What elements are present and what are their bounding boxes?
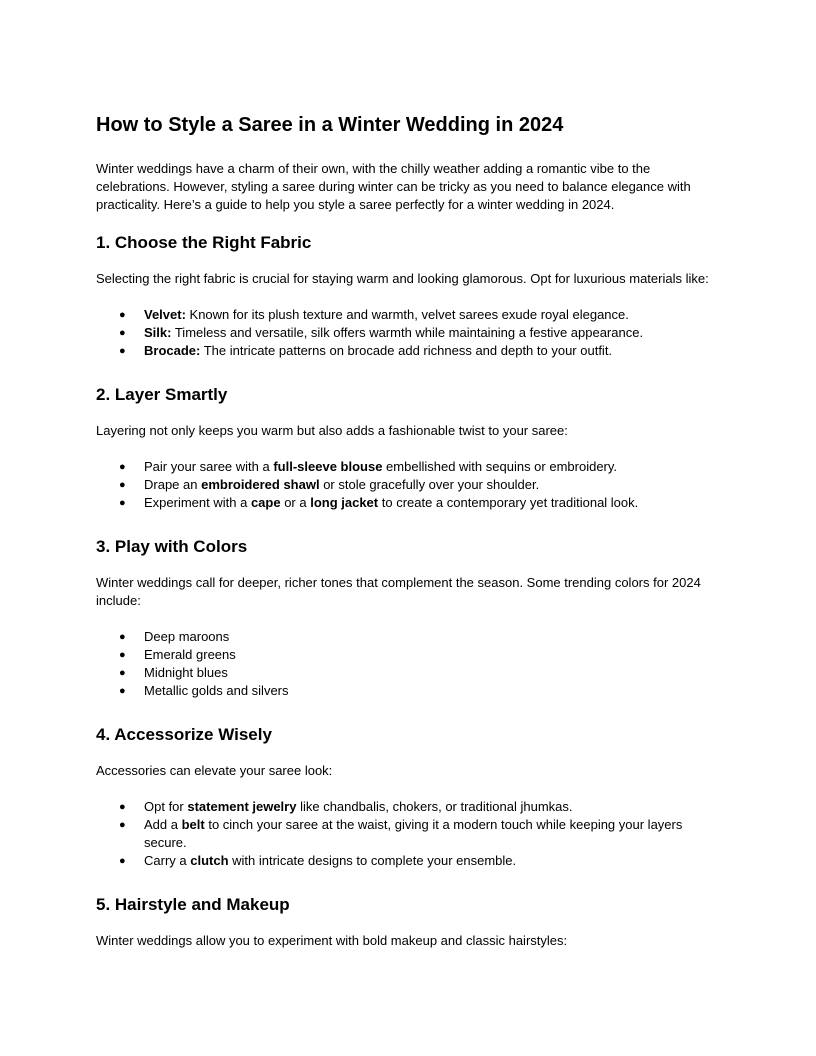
- list-item: [96, 798, 720, 816]
- bullet-list: [96, 306, 720, 360]
- list-item-emphasis: embroidered shawl: [201, 477, 320, 492]
- list-item-emphasis: Brocade:: [144, 343, 201, 358]
- section-paragraph: Winter weddings allow you to experiment with bold makeup and classic hairstyles:: [96, 933, 568, 948]
- list-item-text: Metallic golds and silvers: [144, 683, 289, 698]
- list-item: [96, 816, 720, 852]
- section-heading: 2. Layer Smartly: [96, 385, 228, 404]
- section-heading: 1. Choose the Right Fabric: [96, 233, 312, 252]
- list-item-text: Add a: [144, 817, 182, 832]
- list-item: [96, 494, 720, 512]
- section-paragraph: Accessories can elevate your saree look:: [96, 763, 333, 778]
- list-item-text: with intricate designs to complete your ensemble.: [228, 853, 517, 868]
- section-paragraph: Selecting the right fabric is crucial for staying warm and looking glamorous. Opt for luxurious materials like:: [96, 271, 709, 286]
- list-item-text: Experiment with a: [144, 495, 251, 510]
- bullet-icon: ●: [119, 667, 126, 679]
- list-item-emphasis: full-sleeve blouse: [273, 459, 383, 474]
- list-item: [96, 324, 720, 342]
- list-item-emphasis: clutch: [190, 853, 229, 868]
- list-item-text: to cinch your saree at the waist, giving it a modern touch while keeping your layers secure.: [144, 817, 683, 850]
- bullet-icon: ●: [119, 461, 126, 473]
- bullet-icon: ●: [119, 649, 126, 661]
- list-item: [96, 646, 720, 664]
- list-item-text: Carry a: [144, 853, 191, 868]
- list-item-text: Opt for: [144, 799, 188, 814]
- bullet-icon: ●: [119, 309, 126, 321]
- list-item-emphasis: long jacket: [310, 495, 379, 510]
- section-heading: 3. Play with Colors: [96, 537, 248, 556]
- list-item: [96, 476, 720, 494]
- list-item-text: or stole gracefully over your shoulder.: [319, 477, 540, 492]
- bullet-list: [96, 628, 720, 700]
- list-item: [96, 852, 720, 870]
- list-item-text: Emerald greens: [144, 647, 236, 662]
- list-item-text: embellished with sequins or embroidery.: [382, 459, 618, 474]
- list-item: [96, 458, 720, 476]
- bullet-icon: ●: [119, 345, 126, 357]
- section-paragraph: Winter weddings call for deeper, richer tones that complement the season. Some trending colors for 2024 include:: [96, 575, 701, 608]
- intro-paragraph: Winter weddings have a charm of their own, with the chilly weather adding a romantic vibe to the celebrations. However, styling a saree during winter can be tricky as you need to balance elegance with practicality. Here’s a guide to help you style a saree perfectly for a winter wedding in 2024.: [96, 161, 691, 212]
- list-item-text: The intricate patterns on brocade add richness and depth to your outfit.: [200, 343, 613, 358]
- bullet-icon: ●: [119, 685, 126, 697]
- list-item-text: Drape an: [144, 477, 202, 492]
- list-item-text: Known for its plush texture and warmth, velvet sarees exude royal elegance.: [185, 307, 629, 322]
- list-item: [96, 306, 720, 324]
- list-item-emphasis: Velvet:: [144, 307, 186, 322]
- list-item: [96, 682, 720, 700]
- document-page: [96, 112, 720, 968]
- list-item-text: or a: [280, 495, 311, 510]
- page-title: How to Style a Saree in a Winter Wedding in 2024: [96, 114, 564, 136]
- list-item-text: Midnight blues: [144, 665, 228, 680]
- list-item-emphasis: cape: [250, 495, 281, 510]
- list-item-emphasis: belt: [181, 817, 205, 832]
- section-heading: 5. Hairstyle and Makeup: [96, 895, 290, 914]
- list-item-emphasis: statement jewelry: [187, 799, 297, 814]
- list-item-emphasis: Silk:: [144, 325, 172, 340]
- section-paragraph: Layering not only keeps you warm but also adds a fashionable twist to your saree:: [96, 423, 568, 438]
- list-item: [96, 664, 720, 682]
- bullet-icon: ●: [119, 801, 126, 813]
- list-item: [96, 342, 720, 360]
- bullet-icon: ●: [119, 327, 126, 339]
- list-item-text: like chandbalis, chokers, or traditional jhumkas.: [296, 799, 573, 814]
- bullet-list: [96, 458, 720, 512]
- bullet-icon: ●: [119, 819, 126, 831]
- list-item: [96, 628, 720, 646]
- list-item-text: Timeless and versatile, silk offers warmth while maintaining a festive appearance.: [171, 325, 644, 340]
- section-heading: 4. Accessorize Wisely: [96, 725, 272, 744]
- bullet-icon: ●: [119, 479, 126, 491]
- list-item-text: Pair your saree with a: [144, 459, 274, 474]
- sections-container: [96, 232, 720, 950]
- list-item-text: to create a contemporary yet traditional look.: [378, 495, 639, 510]
- bullet-list: [96, 798, 720, 870]
- bullet-icon: ●: [119, 497, 126, 509]
- bullet-icon: ●: [119, 631, 126, 643]
- list-item-text: Deep maroons: [144, 629, 230, 644]
- bullet-icon: ●: [119, 855, 126, 867]
